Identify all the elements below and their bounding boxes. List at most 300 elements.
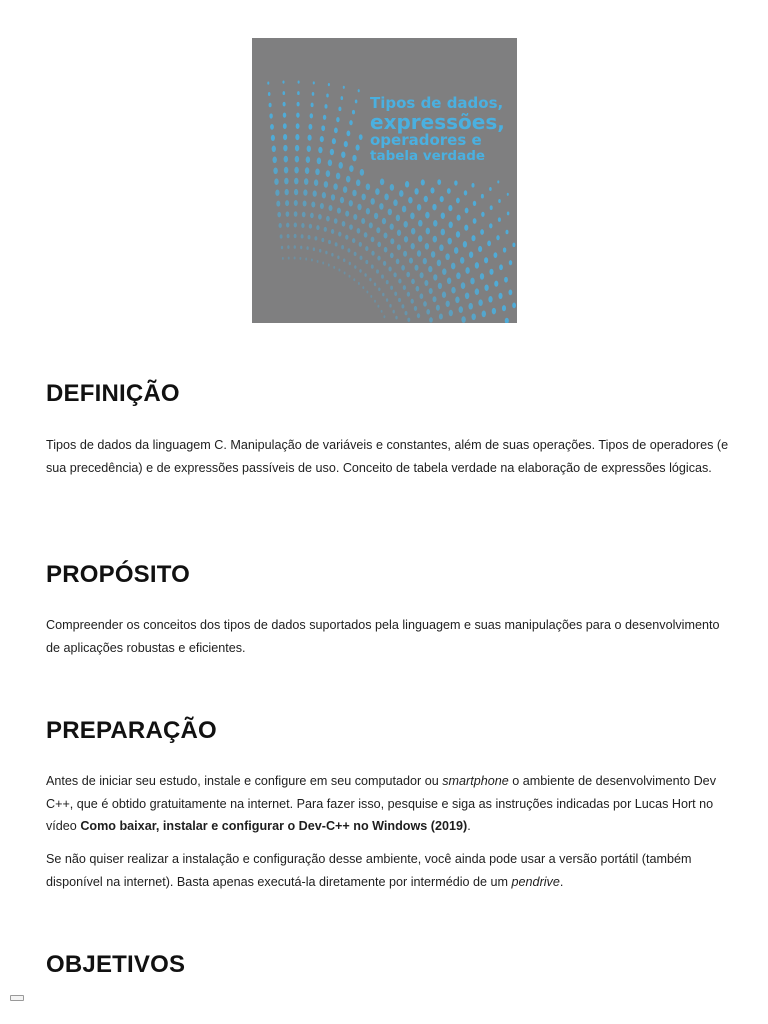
pattern-dot [449,222,453,228]
pattern-dot [314,179,318,186]
pattern-dot [270,124,274,130]
pattern-dot [306,156,310,163]
pattern-dot [456,198,460,204]
pattern-dot [456,272,460,279]
pattern-dot [282,257,284,260]
pattern-dot [423,301,427,307]
pattern-dot [388,267,391,272]
pattern-dot [310,213,314,219]
pattern-dot [484,284,488,290]
pattern-dot [352,155,356,161]
pattern-dot [341,96,344,100]
pattern-dot [398,279,401,284]
pattern-dot [420,272,424,278]
pattern-dot [425,212,429,219]
pattern-dot [505,318,509,323]
pattern-dot [358,89,360,92]
pattern-dot [332,138,336,144]
pattern-dot [424,196,428,202]
pattern-dot [342,221,346,227]
pattern-dot [512,303,516,309]
pattern-dot [294,211,298,217]
pattern-dot [311,259,313,262]
pattern-dot [371,251,374,256]
pattern-dot [357,228,361,234]
pattern-dot [414,188,418,194]
pattern-dot [369,222,373,228]
pattern-dot [349,262,351,266]
pattern-dot [396,259,400,265]
pattern-dot [411,243,415,249]
pattern-dot [504,277,508,283]
pattern-dot [481,194,484,199]
pattern-dot [374,213,378,219]
pattern-dot [366,290,368,293]
pattern-dot [425,243,429,250]
pattern-dot [455,296,459,303]
pattern-dot [286,223,289,228]
pattern-dot [355,99,358,103]
pattern-dot [343,258,345,262]
pattern-dot [277,212,281,218]
pattern-dot [334,218,338,224]
pattern-dot [451,263,455,270]
pattern-dot [273,167,277,174]
pattern-dot [430,187,434,193]
pattern-dot [296,123,300,129]
pattern-dot [313,81,315,84]
pattern-dot [285,189,289,195]
pattern-dot [316,225,319,230]
pattern-dot [309,224,312,229]
pattern-dot [272,156,276,163]
pattern-dot [447,277,451,284]
pattern-dot [509,260,512,265]
pattern-dot [283,123,287,129]
pattern-dot [454,180,457,185]
pattern-dot [337,255,339,259]
pattern-dot [284,156,288,163]
pattern-dot [494,281,498,287]
pattern-dot [407,292,410,297]
page-corner-marker [10,995,24,1001]
pattern-dot [326,170,330,177]
pattern-dot [493,252,497,258]
pattern-dot [498,199,501,203]
pattern-dot [345,211,349,217]
pattern-dot [384,194,388,201]
pattern-dot [371,264,374,268]
pattern-dot [345,235,348,240]
pattern-dot [440,196,444,202]
pattern-dot [507,211,510,215]
pattern-dot [442,292,446,298]
emphasis-smartphone: smartphone [442,774,509,788]
pattern-dot [271,135,275,141]
pattern-dot [326,94,329,98]
pattern-dot [390,253,394,259]
pattern-dot [328,83,330,86]
pattern-dot [393,272,396,277]
pattern-dot [442,268,446,275]
pattern-dot [423,258,427,264]
pattern-dot [389,304,391,308]
pattern-dot [414,306,417,311]
pattern-dot [321,125,325,131]
pattern-dot [324,104,327,109]
pattern-dot [302,212,306,218]
pattern-dot [397,244,401,250]
pattern-dot [439,244,443,251]
pattern-dot [331,253,333,257]
pattern-dot [312,92,315,96]
pattern-dot [283,91,286,95]
pattern-dot [439,313,443,319]
pattern-dot [480,229,484,235]
heading-preparacao: PREPARAÇÃO [46,717,217,744]
pattern-dot [451,287,455,294]
pattern-dot [333,183,337,190]
pattern-dot [433,274,437,280]
pattern-dot [295,134,299,140]
pattern-dot [349,200,353,206]
pattern-dot [377,305,379,308]
pattern-dot [294,257,296,260]
pattern-dot [437,179,441,185]
pattern-dot [503,247,506,252]
pattern-dot [319,249,321,253]
pattern-dot [322,192,326,198]
pattern-dot [357,204,361,210]
pattern-dot [366,183,370,190]
pattern-dot [336,173,340,180]
pattern-dot [354,252,357,256]
pattern-dot [457,215,461,221]
pattern-dot [397,230,401,236]
pattern-dot [346,176,350,183]
proposito-text: Compreender os conceitos dos tipos de dados suportados pela linguagem e suas manipulações para o desenvolvimento de aplicações robustas e eficientes. [46,618,720,655]
pattern-dot [456,231,460,237]
text-run: . [467,819,471,833]
pattern-dot [294,189,298,195]
pattern-dot [358,282,360,285]
pattern-dot [410,213,414,220]
pattern-dot [269,113,272,118]
pattern-dot [284,167,288,174]
pattern-dot [365,246,368,251]
pattern-dot [299,257,301,260]
pattern-dot [279,223,282,228]
pattern-dot [432,296,436,302]
pattern-dot [283,145,287,151]
pattern-dot [285,200,289,206]
pattern-dot [280,234,283,238]
pattern-dot [475,262,479,268]
pattern-dot [283,134,287,140]
pattern-dot [384,247,388,253]
pattern-dot [448,205,452,211]
pattern-dot [317,158,321,165]
pattern-dot [343,86,345,89]
pattern-dot [395,316,397,320]
pattern-dot [390,286,393,290]
pattern-dot [438,283,442,289]
pattern-dot [353,214,357,220]
pattern-dot [324,227,327,232]
pattern-dot [331,229,334,234]
pattern-dot [465,267,469,274]
pattern-dot [402,206,406,213]
pattern-dot [308,135,312,141]
pattern-dot [341,245,344,249]
pattern-dot [460,257,464,264]
pattern-dot [508,290,512,296]
heading-objetivos: OBJETIVOS [46,951,186,978]
pattern-dot [268,92,271,96]
pattern-dot [490,205,493,210]
pattern-dot [338,269,340,272]
pattern-dot [297,102,300,107]
cover-title-line: tabela verdade [370,147,486,164]
pattern-dot [386,280,389,284]
pattern-dot [409,258,413,264]
pattern-dot [461,316,465,323]
pattern-dot [307,145,311,151]
pattern-dot [295,156,299,163]
pattern-dot [353,278,355,281]
pattern-dot [445,253,449,260]
pattern-dot [288,257,290,260]
pattern-dot [371,237,375,243]
pattern-dot [381,310,383,313]
pattern-dot [294,200,298,206]
pattern-dot [465,292,469,299]
pattern-dot [487,241,491,247]
pattern-dot [303,200,307,206]
pattern-dot [360,169,364,176]
pattern-dot [386,298,388,302]
cover-title [370,96,505,163]
pattern-dot [405,311,408,315]
pattern-dot [356,179,360,186]
pattern-dot [359,242,362,247]
pattern-dot [461,282,465,289]
pattern-dot [396,215,400,222]
pattern-dot [338,162,342,169]
pattern-dot [498,293,502,299]
pattern-dot [349,165,353,172]
pattern-dot [343,186,347,193]
pattern-dot [394,292,397,296]
heading-definicao: DEFINIÇÃO [46,380,180,407]
pattern-dot [301,223,304,228]
pattern-dot [408,197,412,204]
pattern-dot [426,309,430,315]
pattern-dot [333,266,335,269]
pattern-dot [376,227,380,233]
pattern-dot [433,236,437,243]
pattern-dot [321,238,324,242]
pattern-dot [475,288,479,295]
pattern-dot [349,120,352,125]
pattern-dot [328,159,332,166]
pattern-dot [484,257,488,263]
pattern-dot [305,258,307,261]
pattern-dot [374,282,376,286]
pattern-dot [388,209,392,216]
pattern-dot [349,224,353,230]
pattern-dot [296,113,299,118]
pattern-dot [432,204,436,210]
pattern-dot [403,221,407,228]
pattern-dot [269,103,272,108]
pattern-dot [362,286,364,289]
pattern-dot [324,181,328,188]
pattern-dot [276,201,280,207]
pattern-dot [454,247,458,254]
pattern-dot [364,232,368,238]
pattern-dot [499,264,503,270]
pattern-dot [497,180,499,183]
pattern-dot [473,201,476,206]
pattern-dot [311,201,315,207]
pattern-dot [281,246,283,250]
pattern-dot [369,278,371,282]
pattern-dot [365,260,368,264]
pattern-dot [429,288,433,294]
pattern-dot [304,178,308,185]
pattern-dot [478,299,482,306]
pattern-dot [417,250,421,256]
pattern-dot [313,190,317,196]
pattern-dot [478,246,482,252]
text-run: . [559,874,564,889]
pattern-dot [464,190,467,195]
pattern-dot [320,203,324,209]
pattern-dot [449,310,453,316]
pattern-dot [346,131,350,137]
pattern-dot [418,235,422,242]
pattern-dot [446,301,450,307]
pattern-dot [328,205,332,211]
pattern-dot [364,273,366,277]
pattern-dot [481,212,484,217]
pattern-dot [431,251,435,258]
pattern-dot [308,235,311,239]
pattern-dot [378,287,380,291]
pattern-dot [366,208,370,214]
pattern-dot [275,190,279,196]
pattern-dot [379,203,383,210]
pattern-dot [473,218,477,224]
pattern-dot [393,199,397,206]
text-run: Antes de iniciar seu estudo, instale e configure em seu computador ou [46,774,443,788]
pattern-dot [370,295,372,298]
pattern-dot [469,251,473,257]
pattern-dot [287,234,290,238]
pattern-dot [414,265,418,271]
video-title: Como baixar, instalar e configurar o Dev-C++ no Windows (2019) [80,819,468,833]
pattern-dot [326,216,330,222]
pattern-dot [488,296,492,302]
pattern-dot [377,242,381,248]
pattern-dot [361,194,365,201]
pattern-dot [381,274,384,278]
pattern-dot [338,232,341,237]
pattern-dot [360,256,363,260]
pattern-dot [433,220,437,227]
pattern-dot [436,305,440,311]
pattern-dot [464,225,468,231]
pattern-dot [310,113,313,118]
heading-proposito: PROPÓSITO [46,561,191,588]
preparacao-paragraph-2 [46,848,730,893]
pattern-dot [380,178,384,185]
pattern-dot [489,269,493,275]
pattern-dot [340,197,344,203]
pattern-dot [480,273,484,279]
pattern-dot [416,286,420,292]
pattern-dot [283,113,286,118]
pattern-dot [393,310,395,314]
pattern-dot [459,306,463,313]
pattern-dot [447,238,451,245]
pattern-dot [341,151,345,157]
pattern-dot [403,285,406,290]
definicao-text: Tipos de dados da linguagem C. Manipulação de variáveis e constantes, além de suas operações. Tipos de operadores (e sua precedência) e de expressões passíveis de uso. Conceito de tabela verdade na elaboração de expressões lógicas. [46,438,729,475]
pattern-dot [437,260,441,267]
pattern-dot [313,247,315,251]
pattern-dot [336,117,339,122]
pattern-dot [492,308,496,314]
pattern-dot [331,194,335,200]
pattern-dot [300,246,302,250]
pattern-dot [306,246,308,250]
pattern-dot [383,315,385,318]
pattern-dot [404,236,408,242]
pattern-dot [325,251,327,255]
pattern-dot [359,134,363,140]
pattern-dot [323,115,326,120]
pattern-dot [311,103,314,108]
pattern-dot [314,236,317,240]
pattern-dot [294,223,297,228]
pattern-dot [334,128,338,134]
pattern-dot [401,304,404,308]
pattern-dot [361,218,365,224]
pattern-dot [287,245,289,249]
pattern-dot [284,178,288,185]
pattern-dot [354,265,356,269]
pattern-dot [328,240,331,244]
pattern-dot [496,235,499,240]
pattern-dot [315,168,319,175]
pattern-dot [344,271,346,274]
pattern-dot [376,269,379,273]
pattern-dot [463,241,467,247]
pattern-dot [318,214,322,220]
pattern-dot [294,234,297,238]
pattern-dot [441,229,445,236]
pattern-dot [330,149,334,155]
pattern-dot [349,275,351,278]
pattern-dot [377,256,380,261]
pattern-dot [421,179,425,185]
pattern-dot [370,198,374,205]
text-run: Se não quiser realizar a instalação e configuração desse ambiente, você ainda pode usar a versão portátil (também disponível na internet). Basta apenas executá-la diretamente por intermédio de um [46,852,692,889]
pattern-dot [512,243,515,248]
pattern-dot [390,238,394,244]
